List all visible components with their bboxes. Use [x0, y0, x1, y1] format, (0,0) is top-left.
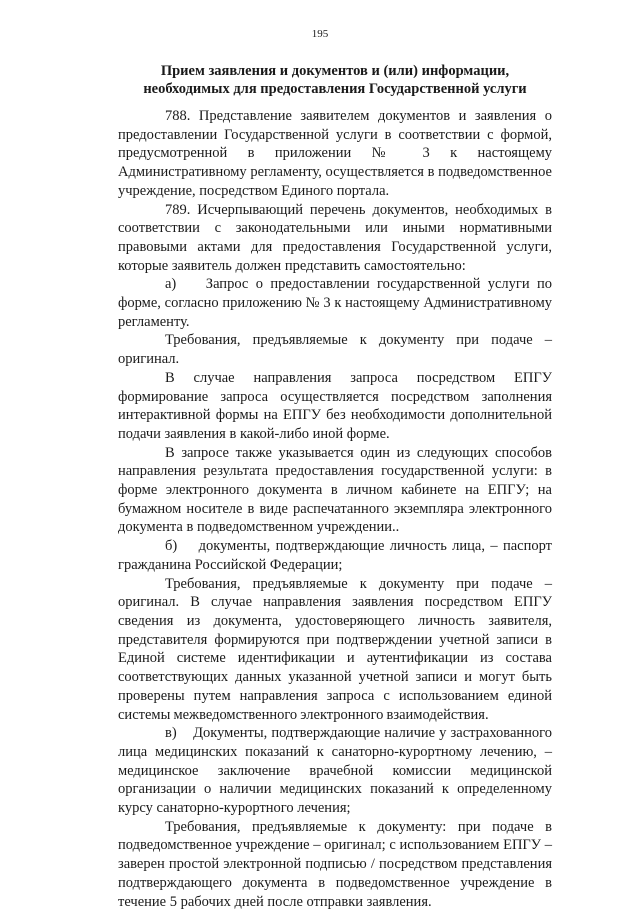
item-v: в) Документы, подтверждающие наличие у застрахованного лица медицинских показаний к санаторно-курортному лечению, – медицинское заключение врачебной комиссии медицинской организации о наличии медицинских показаний к определенному курсу санаторно-курортного лечения;	[118, 725, 552, 817]
paragraph-788: 788. Представление заявителем документов и заявления о предоставлении Государственной услуги в соответствии с формой, предусмотренной в приложении № 3 к настоящему Административному регламенту, осуществляется в подведомственное учреждение, посредством Единого портала.	[118, 108, 552, 199]
item-b: б) документы, подтверждающие личность лица, – паспорт гражданина Российской Федерации;	[118, 538, 552, 573]
item-a: а) Запрос о предоставлении государственной услуги по форме, согласно приложению № 3 к настоящему Административному регламенту.	[118, 276, 552, 330]
section-title: Прием заявления и документов и (или) информации, необходимых для предоставления Государственной услуги	[143, 63, 527, 97]
epgu-request-paragraph: В случае направления запроса посредством ЕПГУ формирование запроса осуществляется посредством заполнения интерактивной формы на ЕПГУ без необходимости дополнительной подачи заявления в какой-либо иной форме.	[118, 369, 552, 442]
requirements-a: Требования, предъявляемые к документу при подаче – оригинал.	[118, 332, 552, 368]
requirements-b: Требования, предъявляемые к документу при подаче – оригинал. В случае направления заявления посредством ЕПГУ сведения из документа, удостоверяющего личность заявителя, представителя формируются при подтверждении учетной записи в Единой системе идентификации и аутентификации из состава соответствующих данных указанной учетной записи и могут быть проверены путем направления запроса с использованием единой системы межведомственного электронного взаимодействия.	[118, 575, 552, 723]
document-body	[118, 107, 552, 911]
requirements-v: Требования, предъявляемые к документу: при подаче в подведомственное учреждение – оригинал; с использованием ЕПГУ – заверен простой электронной подписью / посредством представления подтверждающего документа в подведомственное учреждение в течение 5 рабочих дней после отправки заявления.	[118, 818, 552, 910]
page-number: 195	[311, 28, 329, 40]
paragraph-789: 789. Исчерпывающий перечень документов, необходимых в соответствии с законодательными или иными нормативными правовыми актами для предоставления Государственной услуги, которые заявитель должен представить самостоятельно:	[118, 201, 552, 274]
result-delivery-paragraph: В запросе также указывается один из следующих способов направления результата предоставления государственной услуги: в форме электронного документа в личном кабинете на ЕПГУ; на бумажном носителе в виде распечатанного экземпляра электронного документа в подведомственном учреждении..	[118, 444, 552, 536]
